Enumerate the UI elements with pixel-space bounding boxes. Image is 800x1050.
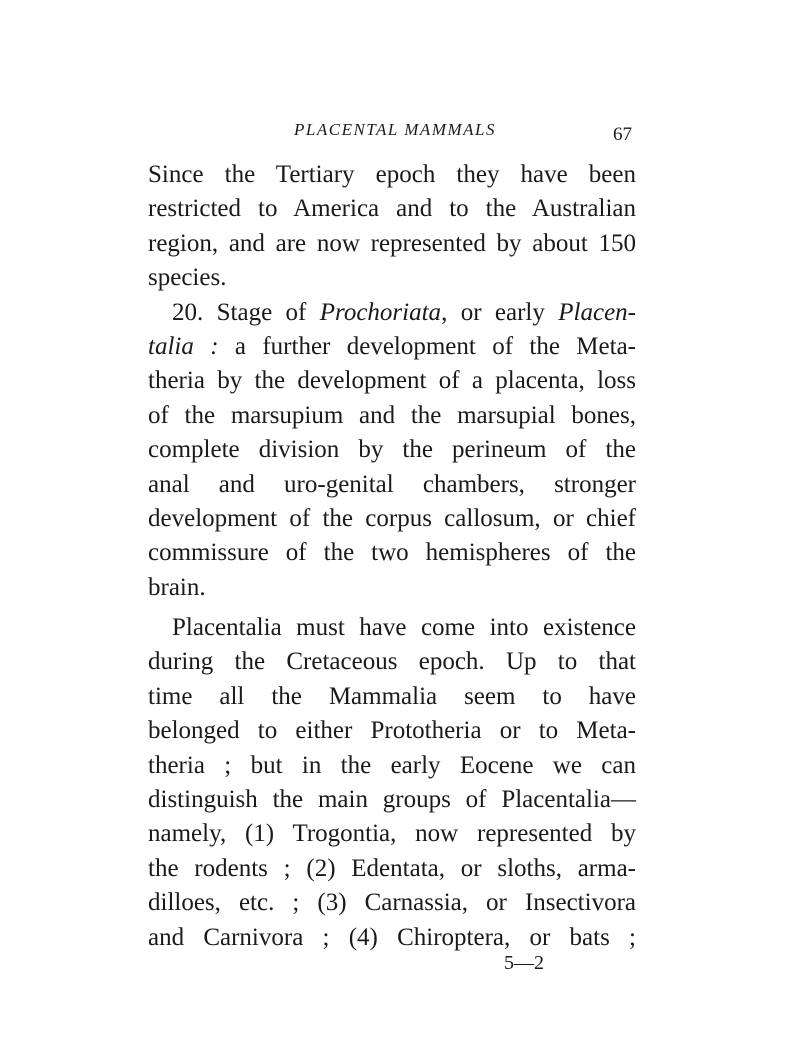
running-title: PLACENTAL MAMMALS [294,120,496,139]
text-line: during the Cretaceous epoch. Up to that [148,648,636,676]
text-line: development of the corpus callosum, or chief [148,504,636,532]
text-line: 20. Stage of Prochoriata, or early Placen- [172,298,636,326]
text-line: of the marsupium and the marsupial bones, [148,401,636,429]
text-line: namely, (1) Trogontia, now represented by [148,820,636,848]
text-line: theria by the development of a placenta, loss [148,367,636,395]
text-line: the rodents ; (2) Edentata, or sloths, arma- [148,854,636,882]
text-line: distinguish the main groups of Placentalia— [148,786,636,814]
text-line: region, and are now represented by about 150 [148,229,636,257]
running-head [150,120,640,148]
text-line: dilloes, etc. ; (3) Carnassia, or Insectivora [148,889,636,917]
text-line: restricted to America and to the Australian [148,195,636,223]
text-line: theria ; but in the early Eocene we can [148,751,636,779]
text-line: anal and uro-genital chambers, stronger [148,470,636,498]
text-line: talia : a further development of the Meta- [148,332,636,360]
body-text [148,158,636,955]
text-line: Since the Tertiary epoch they have been [148,161,636,188]
text-line: Placentalia must have come into existence [172,614,636,642]
text-line: complete division by the perineum of the [148,436,636,464]
text-line: species. [148,264,227,292]
text-line: brain. [148,573,206,601]
signature-mark: 5—2 [504,952,544,974]
text-line: belonged to either Prototheria or to Meta- [148,717,636,745]
text-line: and Carnivora ; (4) Chiroptera, or bats ; [148,923,636,951]
text-line: commissure of the two hemispheres of the [148,539,636,567]
page-number: 67 [613,124,632,145]
text-line: time all the Mammalia seem to have [148,682,636,710]
